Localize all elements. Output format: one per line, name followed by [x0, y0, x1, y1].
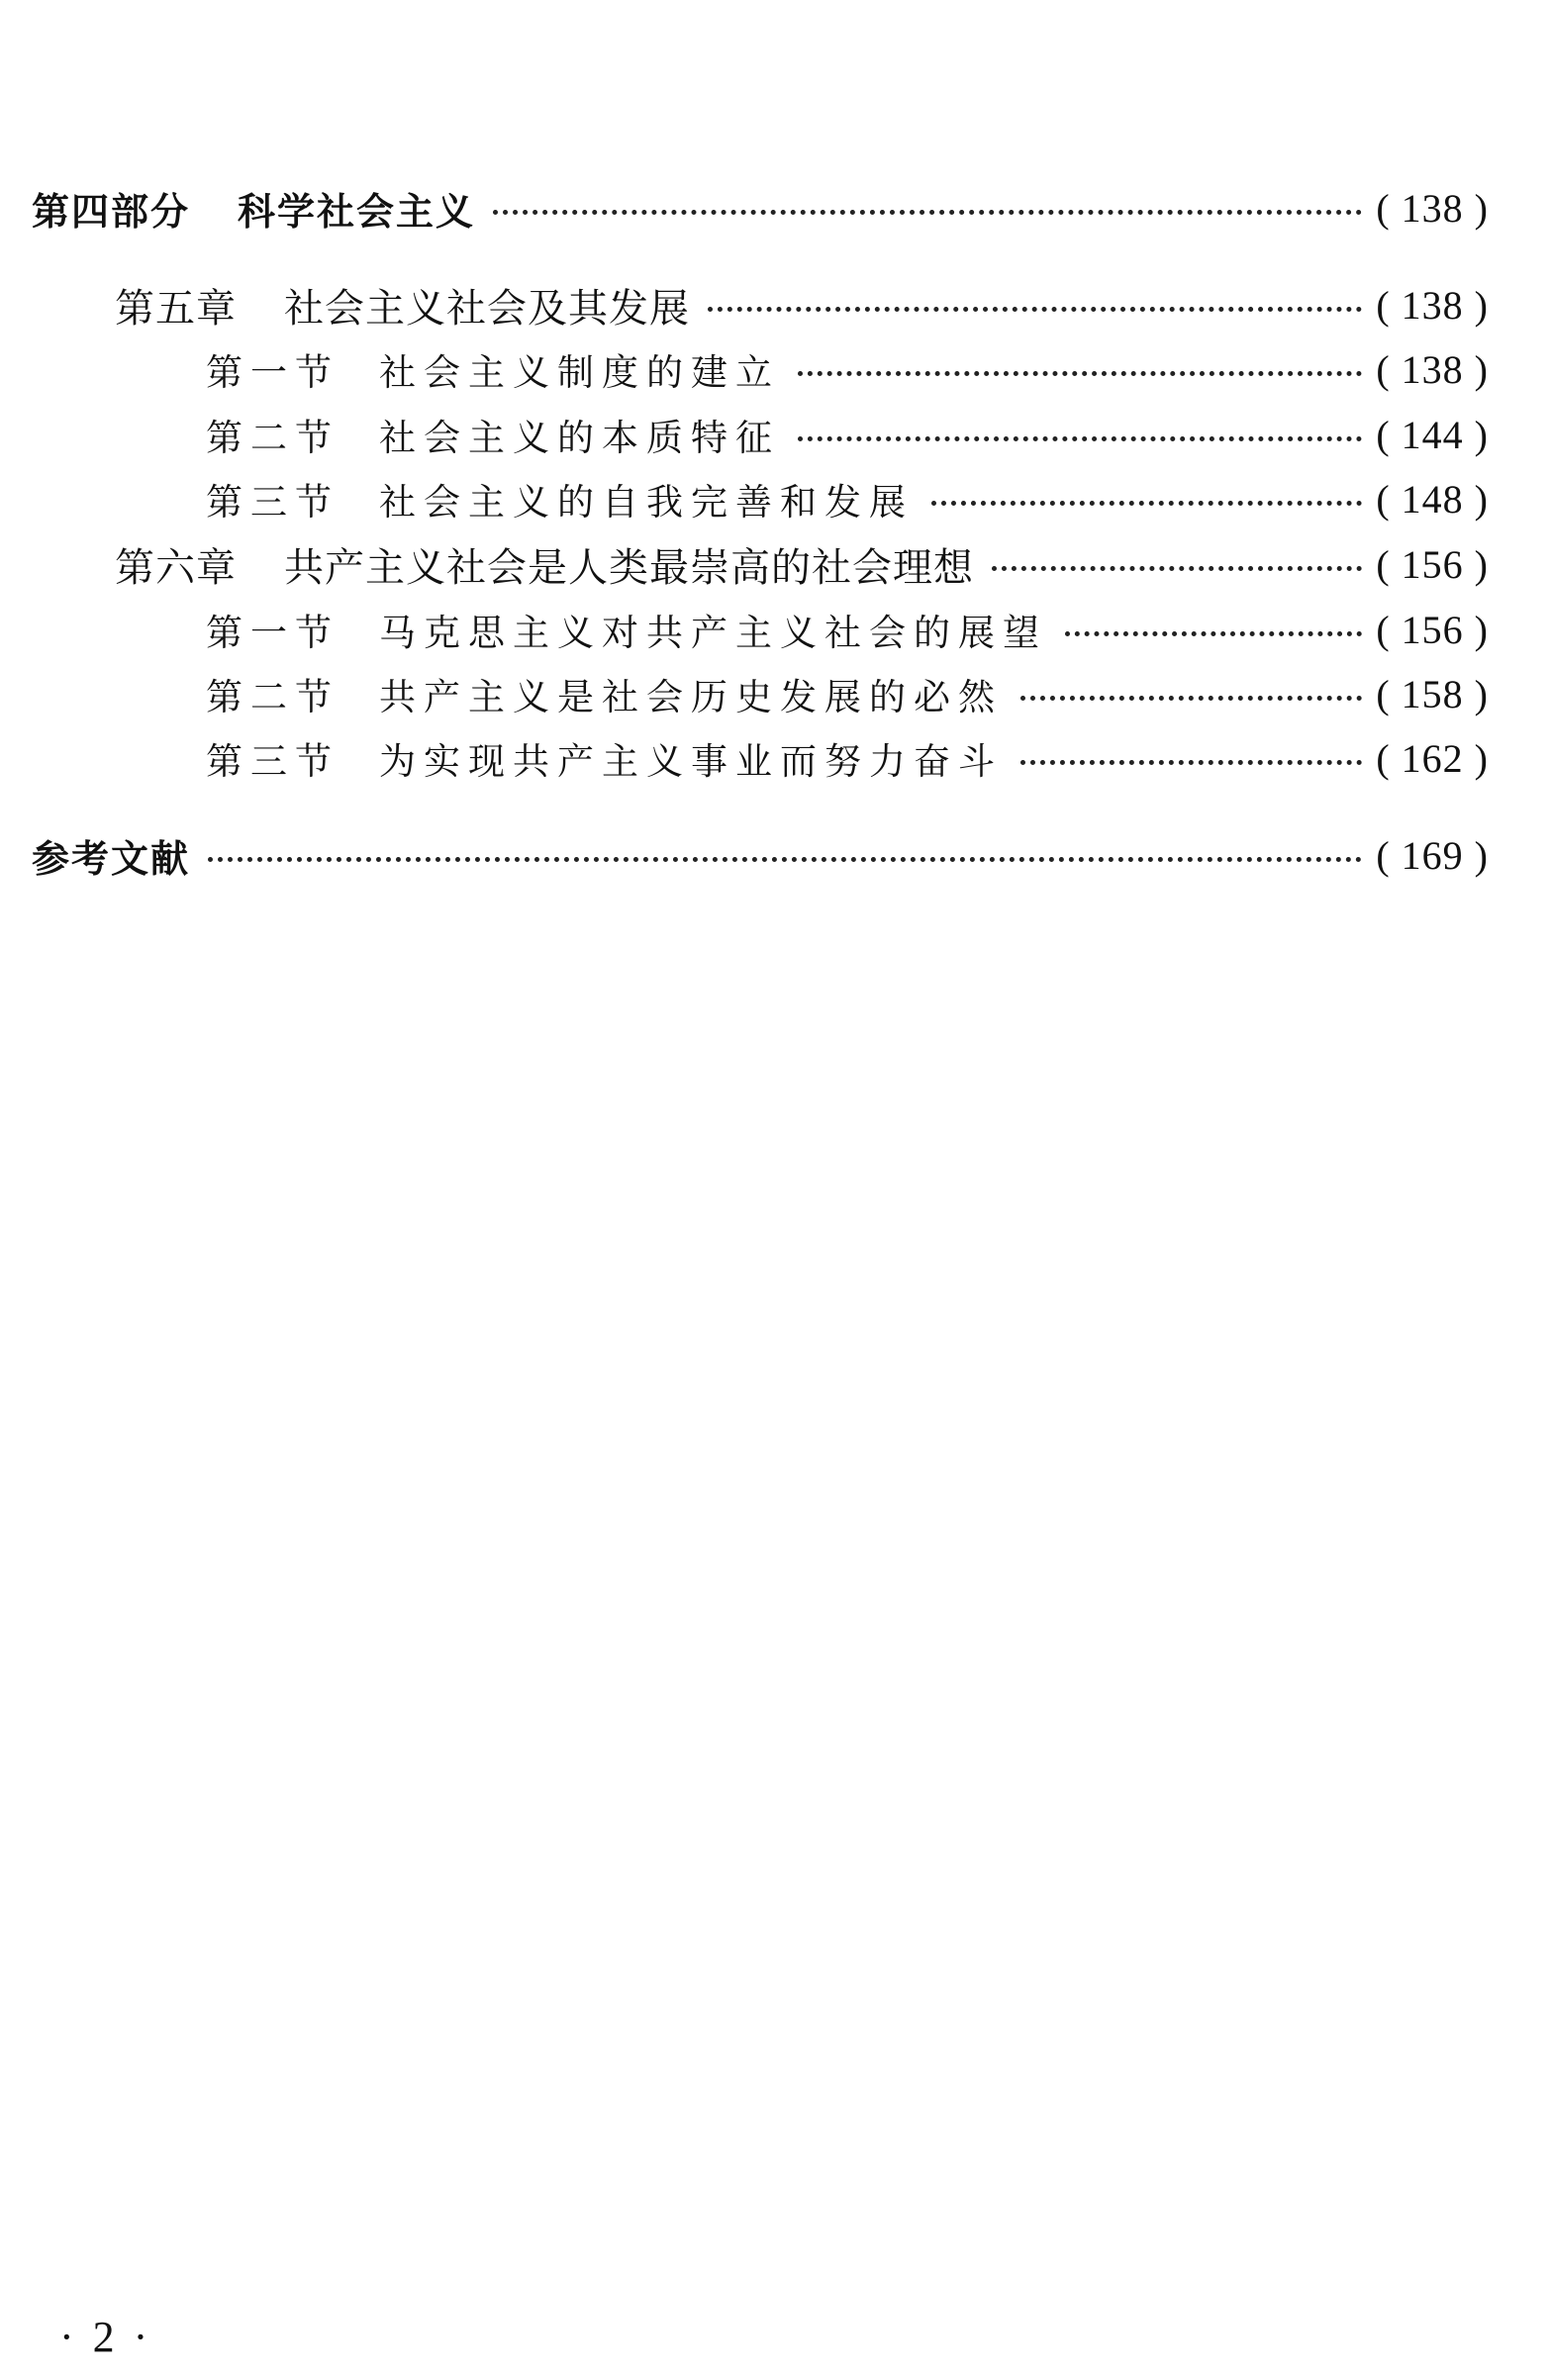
dot-leader	[1020, 696, 1362, 701]
toc-section-title	[206, 472, 914, 525]
toc-section-name: 马克思主义对共产主义社会的展望	[379, 612, 1047, 654]
toc-chapter-name: 共产主义社会是人类最崇高的社会理想	[284, 544, 974, 591]
toc-section-6-1[interactable]	[206, 600, 1489, 659]
toc-section-number: 第三节	[206, 481, 339, 524]
toc-part-number: 第四部分	[32, 189, 191, 234]
toc-section-name: 社会主义的本质特征	[379, 417, 780, 459]
toc-section-6-2[interactable]	[206, 664, 1489, 723]
toc-chapter-name: 社会主义社会及其发展	[284, 285, 690, 332]
toc-section-number: 第二节	[206, 417, 339, 459]
dot-leader	[1065, 631, 1362, 636]
toc-references[interactable]	[32, 825, 1489, 885]
toc-references-title: 参考文献	[32, 836, 191, 881]
toc-chapter-title	[115, 277, 690, 333]
page-number-footer: · 2 ·	[59, 2313, 152, 2361]
toc-section-number: 第一节	[206, 612, 339, 654]
dot-leader	[208, 857, 1362, 862]
toc-part-name: 科学社会主义	[238, 189, 476, 234]
toc-section-title	[206, 731, 1003, 785]
toc-section-name: 社会主义的自我完善和发展	[379, 481, 914, 524]
toc-page-number: ( 138 )	[1376, 185, 1489, 231]
toc-part-4[interactable]	[32, 178, 1489, 238]
toc-section-title	[206, 342, 780, 396]
toc-section-number: 第二节	[206, 676, 339, 718]
toc-section-name: 为实现共产主义事业而努力奋斗	[379, 740, 1003, 783]
dot-leader	[493, 210, 1362, 215]
toc-section-5-2[interactable]	[206, 405, 1489, 464]
toc-page-number: ( 144 )	[1376, 412, 1489, 457]
toc-section-5-1[interactable]	[206, 339, 1489, 399]
toc-page-number: ( 162 )	[1376, 735, 1489, 781]
dot-leader	[798, 371, 1362, 376]
toc-section-6-3[interactable]	[206, 728, 1489, 788]
toc-section-title	[206, 408, 780, 461]
toc-part-title	[32, 181, 475, 236]
toc-page-number: ( 156 )	[1376, 541, 1489, 587]
toc-chapter-title	[115, 536, 974, 593]
toc-page-number: ( 158 )	[1376, 671, 1489, 716]
dot-leader	[992, 566, 1362, 571]
dot-leader	[1020, 760, 1362, 765]
toc-page-number: ( 169 )	[1376, 832, 1489, 878]
toc-section-name: 共产主义是社会历史发展的必然	[379, 676, 1003, 718]
toc-section-title	[206, 603, 1047, 656]
toc-section-title	[206, 667, 1003, 720]
toc-page-number: ( 138 )	[1376, 346, 1489, 392]
toc-section-number: 第一节	[206, 351, 339, 394]
toc-chapter-number: 第五章	[115, 285, 237, 332]
toc-section-number: 第三节	[206, 740, 339, 783]
dot-leader	[708, 307, 1362, 312]
toc-section-5-3[interactable]	[206, 469, 1489, 528]
toc-page-number: ( 156 )	[1376, 607, 1489, 652]
toc-chapter-6[interactable]	[115, 534, 1489, 594]
toc-chapter-5[interactable]	[115, 275, 1489, 334]
toc-chapter-number: 第六章	[115, 544, 237, 591]
dot-leader	[931, 501, 1362, 506]
toc-page-number: ( 148 )	[1376, 476, 1489, 522]
toc-page-number: ( 138 )	[1376, 282, 1489, 328]
dot-leader	[798, 436, 1362, 441]
toc-section-name: 社会主义制度的建立	[379, 351, 780, 394]
